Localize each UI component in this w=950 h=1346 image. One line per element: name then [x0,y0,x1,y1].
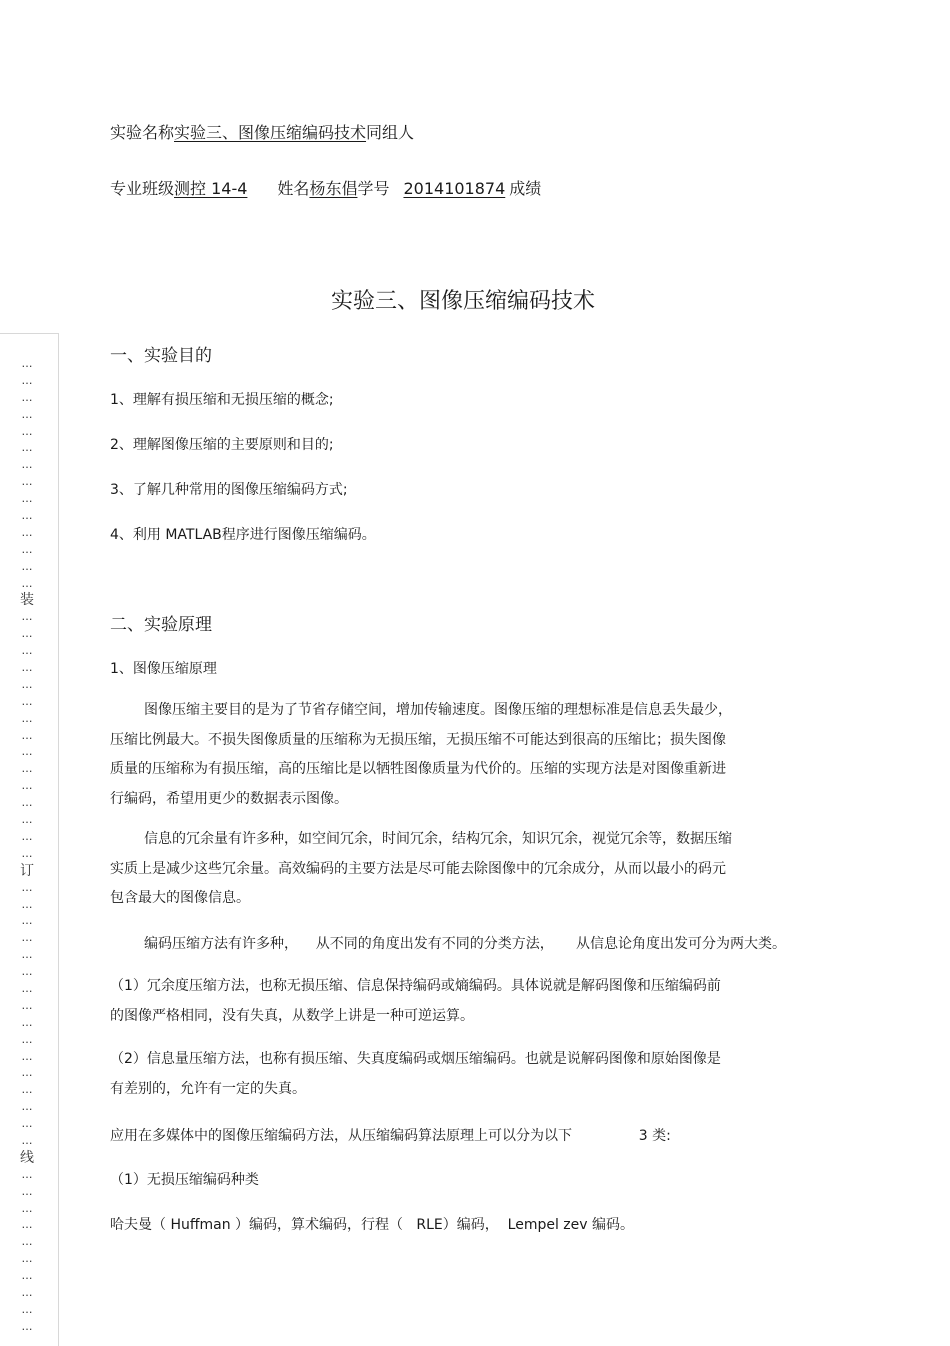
section-2-heading: 二、实验原理 [110,615,212,635]
binding-char-char2: 订 [20,862,34,879]
binding-dot: … [21,1083,33,1097]
binding-dot: … [21,813,33,827]
binding-dot: … [21,1201,33,1215]
binding-dot: … [21,829,33,843]
section-1-heading: 一、实验目的 [110,346,212,366]
binding-dot: … [21,1285,33,1299]
paragraph-lossless: （1）冗余度压缩方法，也称无损压缩、信息保持编码或熵编码。具体说就是解码图像和压缩编码前 的图像严格相同，没有失真，从数学上讲是一种可逆运算。 [110,978,721,1024]
binding-dot: … [21,1167,33,1181]
binding-dot: … [21,1218,33,1232]
binding-dot: … [21,610,33,624]
paragraph-compression-purpose: 图像压缩主要目的是为了节省存储空间，增加传输速度。图像压缩的理想标准是信息丢失最少， 压缩比例最大。不损失图像质量的压缩称为无损压缩，无损压缩不可能达到很高的压缩比；损失图像 质量的压缩称为有损压缩，高的压缩比是以牺牲图像质量为代价的。压缩的实现方法是对图像重新进 行编码，希望用更少的数据表示图像。 [110,702,732,807]
binding-dot: … [21,998,33,1012]
lossless-types-heading: （1）无损压缩编码种类 [110,1172,259,1188]
paragraph-redundancy: 信息的冗余量有许多种，如空间冗余，时间冗余，结构冗余，知识冗余，视觉冗余等，数据压缩 实质上是减少这些冗余量。高效编码的主要方法是尽可能去除图像中的冗余成分，从而以最小的码元 包含最大的图像信息。 [110,831,732,906]
paragraph-lossy: （2）信息量压缩方法，也称有损压缩、失真度编码或烟压缩编码。也就是说解码图像和原始图像是 有差别的，允许有一定的失真。 [110,1051,721,1097]
binding-dot: … [21,1252,33,1266]
paragraph-three-types: 应用在多媒体中的图像压缩编码方法，从压缩编码算法原理上可以分为以下 3 类: [110,1128,671,1144]
binding-dot: … [21,1066,33,1080]
lossless-types-list: 哈夫曼（ Huffman ）编码，算术编码，行程（ RLE）编码， Lempel zev 编码。 [110,1217,635,1233]
binding-dot: … [21,525,33,539]
paragraph-classification: 编码压缩方法有许多种， 从不同的角度出发有不同的分类方法， 从信息论角度出发可分为两大类。 [144,936,787,952]
subsection-heading: 1、图像压缩原理 [110,661,217,677]
objective-item-2: 2、理解图像压缩的主要原则和目的; [110,437,334,453]
name-label: 姓名 [277,179,310,198]
binding-dot: … [21,357,33,370]
binding-dot: … [21,492,33,506]
binding-dot: … [21,542,33,556]
student-id-value: 2014101874 [403,179,506,198]
objective-item-1: 1、理解有损压缩和无损压缩的概念; [110,392,334,408]
class-value: 测控 14-4 [174,179,248,198]
binding-dot: … [21,880,33,894]
binding-dot: … [21,1319,33,1333]
binding-dot: … [21,559,33,573]
experiment-name-value: 实验三、图像压缩编码技术 [174,123,367,142]
binding-dot: … [21,1133,33,1147]
binding-dot: … [21,644,33,658]
binding-dot: … [21,728,33,742]
binding-dot: … [21,1184,33,1198]
class-label: 专业班级 [110,179,175,198]
binding-dot: … [21,441,33,455]
binding-dot: … [21,965,33,979]
binding-dot: … [21,914,33,928]
student-id-label: 学号 [357,179,390,198]
page-title: 实验三、图像压缩编码技术 [330,289,595,314]
group-members-label: 同组人 [366,123,415,142]
binding-dot: … [21,1032,33,1046]
binding-dot: … [21,1015,33,1029]
binding-dot: … [21,948,33,962]
binding-dot: … [21,779,33,793]
binding-dot: … [21,1269,33,1283]
binding-dot: … [21,711,33,725]
binding-dot: … [21,745,33,759]
experiment-name-label: 实验名称 [110,123,175,142]
binding-dot: … [21,627,33,641]
binding-dot: … [21,1117,33,1131]
header-line-1 [110,120,414,143]
binding-dot: … [21,424,33,438]
binding-dot: … [21,373,33,387]
binding-dot: … [21,509,33,523]
binding-dot: … [21,1302,33,1316]
objective-item-3: 3、了解几种常用的图像压缩编码方式; [110,482,348,498]
binding-dot: … [21,661,33,675]
binding-dot: … [21,846,33,860]
binding-line [20,356,34,1336]
binding-dot: … [21,475,33,489]
header-line-2 [110,176,541,199]
binding-dot: … [21,407,33,421]
binding-dot: … [21,931,33,945]
binding-dot: … [21,1100,33,1114]
binding-dot: … [21,576,33,590]
binding-dot: … [21,677,33,691]
name-value: 杨东倡 [309,179,358,198]
binding-char-char3: 线 [20,1149,34,1166]
binding-char-char1: 装 [20,592,34,609]
binding-dot: … [21,1235,33,1249]
score-label: 成绩 [509,179,542,198]
binding-dot: … [21,981,33,995]
binding-dot: … [21,762,33,776]
objective-item-4: 4、利用 MATLAB程序进行图像压缩编码。 [110,527,376,543]
binding-dot: … [21,796,33,810]
binding-dot: … [21,458,33,472]
binding-dot: … [21,1049,33,1063]
binding-dot: … [21,390,33,404]
binding-dot: … [21,694,33,708]
binding-dot: … [21,897,33,911]
